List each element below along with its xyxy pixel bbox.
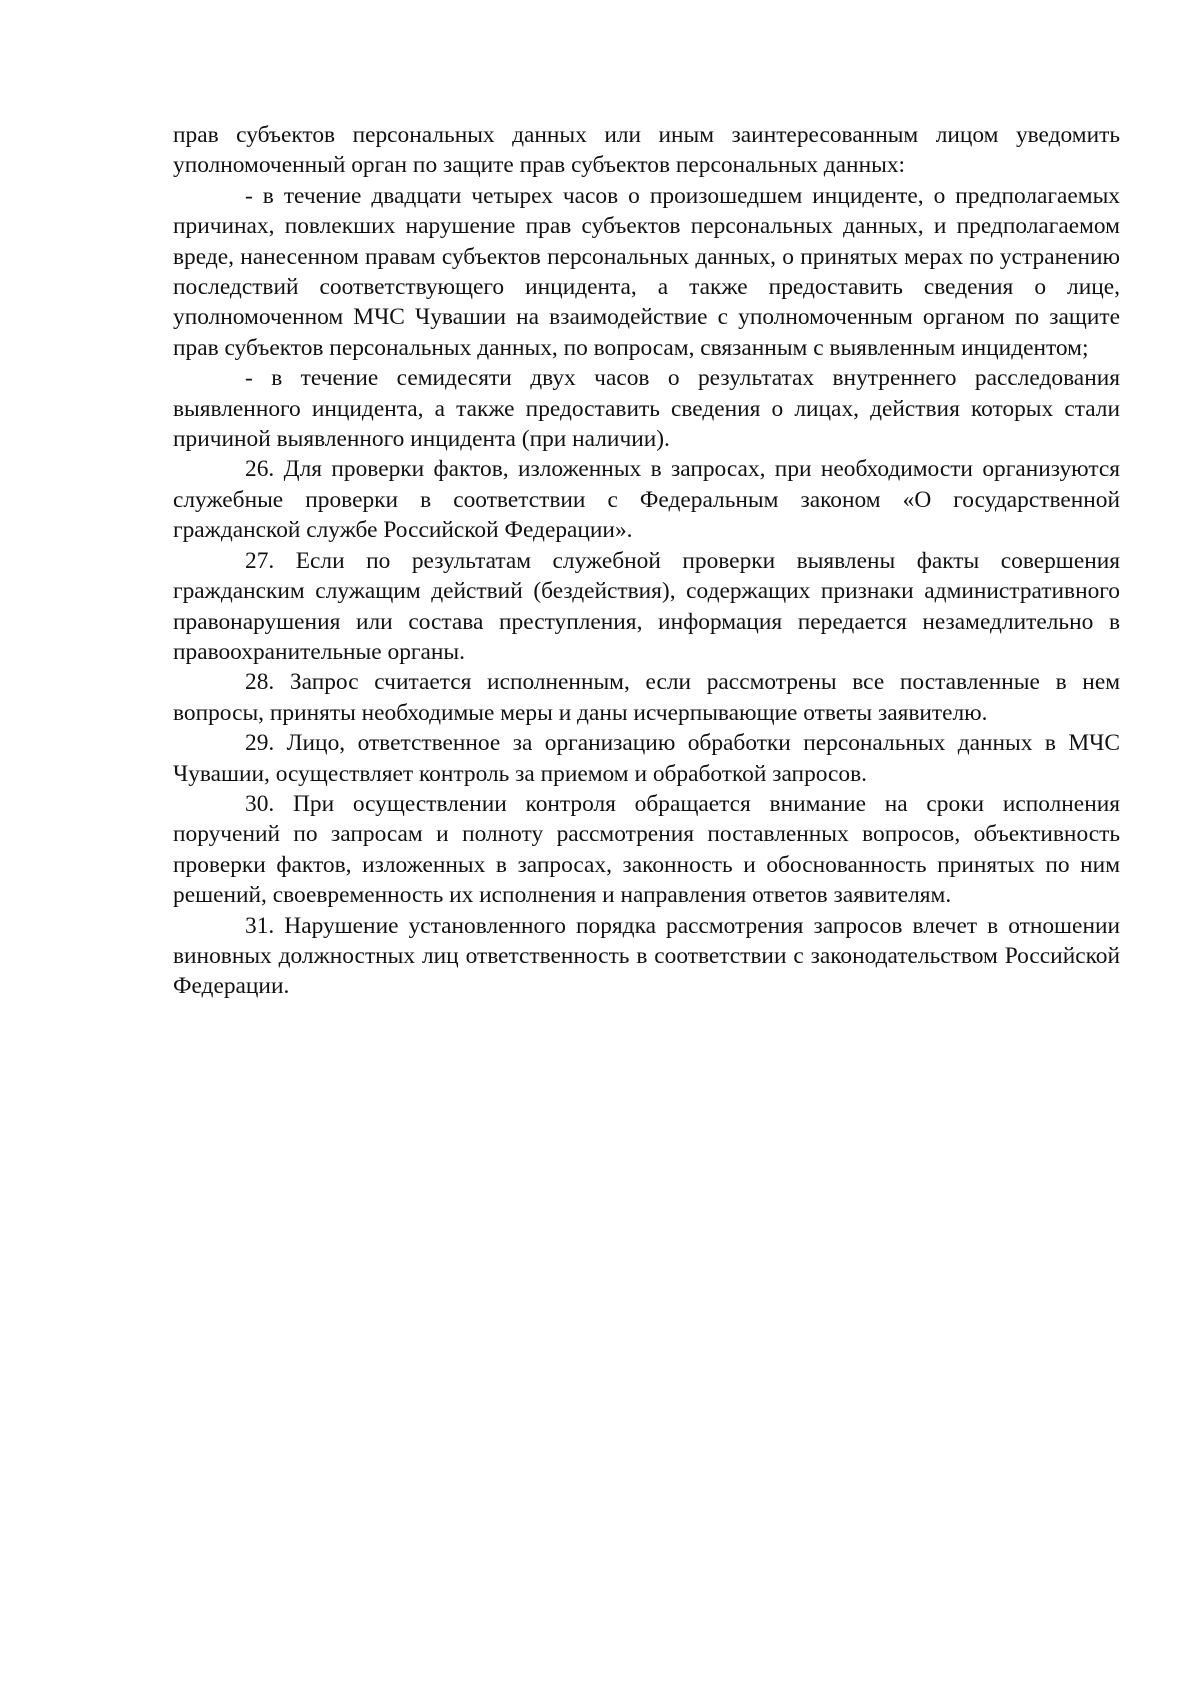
- paragraph-item-72-hours: - в течение семидесяти двух часов о результатах внутреннего расследования выявленного инцидента, а также предоставить сведения о лицах, действия которых стали причиной выявленного инцидента (при наличии).: [173, 365, 1120, 453]
- paragraph-continuation: прав субъектов персональных данных или иным заинтересованным лицом уведомить уполномоченный орган по защите прав субъектов персональных данных:: [173, 122, 1120, 179]
- paragraph-31: 31. Нарушение установленного порядка рассмотрения запросов влечет в отношении виновных должностных лиц ответственность в соответствии с законодательством Российской Федерации.: [173, 912, 1120, 1000]
- paragraph-27: 27. Если по результатам служебной проверки выявлены факты совершения гражданским служащим действий (бездействия), содержащих признаки административного правонарушения или состава преступления, информация передается незамедлительно в правоохранительные органы.: [173, 547, 1120, 665]
- paragraph-30: 30. При осуществлении контроля обращается внимание на сроки исполнения поручений по запросам и полноту рассмотрения поставленных вопросов, объективность проверки фактов, изложенных в запросах, законность и обоснованность принятых по ним решений, своевременность их исполнения и направления ответов заявителям.: [173, 790, 1120, 909]
- paragraph-26: 26. Для проверки фактов, изложенных в запросах, при необходимости организуются служебные проверки в соответствии с Федеральным законом «О государственной гражданской службе Российской Федерации».: [173, 456, 1120, 544]
- document-body: [173, 120, 1120, 1002]
- paragraph-item-24-hours: - в течение двадцати четырех часов о произошедшем инциденте, о предполагаемых причинах, повлекших нарушение прав субъектов персональных данных, и предполагаемом вреде, нанесенном правам субъектов персональных данных, о принятых мерах по устранению последствий соответствующего инцидента, а также предоставить сведения о лице, уполномоченном МЧС Чувашии на взаимодействие с уполномоченным органом по защите прав субъектов персональных данных, по вопросам, связанным с выявленным инцидентом;: [173, 182, 1120, 361]
- paragraph-28: 28. Запрос считается исполненным, если рассмотрены все поставленные в нем вопросы, приняты необходимые меры и даны исчерпывающие ответы заявителю.: [173, 669, 1120, 726]
- paragraph-29: 29. Лицо, ответственное за организацию обработки персональных данных в МЧС Чувашии, осуществляет контроль за приемом и обработкой запросов.: [173, 730, 1120, 787]
